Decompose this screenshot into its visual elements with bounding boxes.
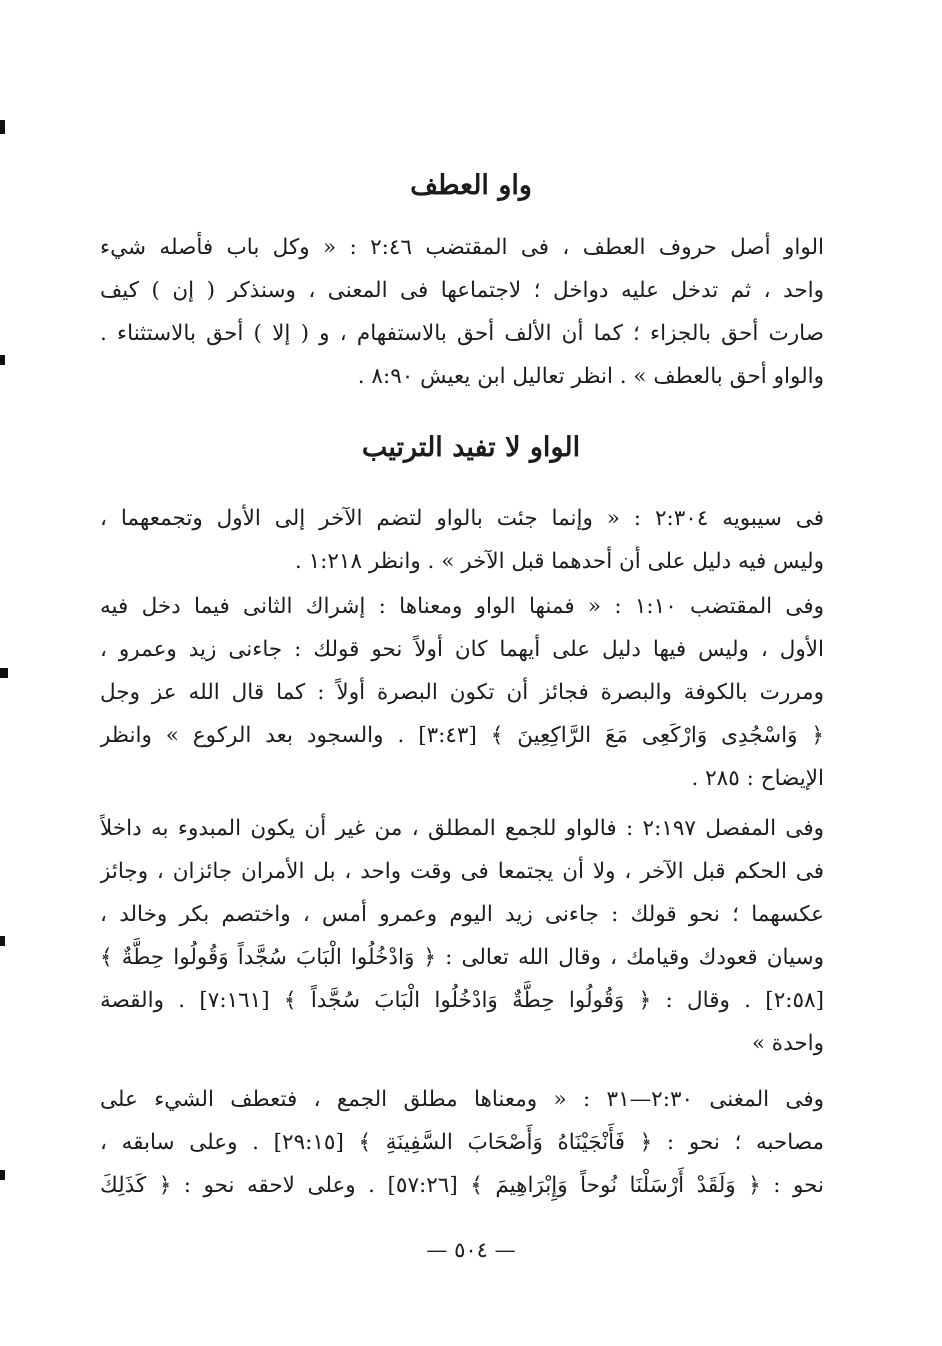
text-line: فى الحكم قبل الآخر ، ولا أن يجتمعا فى وقت واحد ، بل الأمران جائزان ، وجائز (100, 859, 824, 884)
scan-edge-mark (0, 668, 8, 678)
section-title: واو العطف (410, 170, 532, 201)
text-line: ومررت بالكوفة والبصرة فجائز أن تكون البصرة أولاً : كما قال الله عز وجل (100, 680, 824, 705)
scan-edge-mark (0, 120, 5, 134)
text-line: وليس فيه دليل على أن أحدهما قبل الآخر » . وانظر ١:٢١٨ . (294, 549, 824, 574)
page-number: — ٥٠٤ — (426, 1238, 516, 1262)
paragraph (100, 1078, 824, 1207)
paragraph (100, 226, 824, 398)
text-line: وسيان قعودك وقيامك ، وقال الله تعالى : ﴿ وَادْخُلُوا الْبَابَ سُجَّداً وَقُولُوا حِطَّةٌ ﴾ (100, 945, 824, 970)
text-line: نحو : ﴿ وَلَقَدْ أَرْسَلْنَا نُوحاً وَإِبْرَاهِيمَ ﴾ [٥٧:٢٦] . وعلى لاحقه نحو : ﴿ كَذَلِكَ (100, 1173, 824, 1198)
scan-edge-mark (0, 936, 5, 946)
text-line: الإيضاح : ٢٨٥ . (691, 766, 824, 791)
text-line: وفى المقتضب ١:١٠ : « فمنها الواو ومعناها : إشراك الثانى فيما دخل فيه (100, 594, 824, 619)
text-line: ﴿ وَاسْجُدِى وَارْكَعِى مَعَ الرَّاكِعِينَ ﴾ [٣:٤٣] . والسجود بعد الركوع » وانظر (100, 723, 824, 748)
text-line: مصاحبه ؛ نحو : ﴿ فَأَنْجَيْنَاهُ وَأَصْحَابَ السَّفِينَةِ ﴾ [٢٩:١٥] . وعلى سابقه ، (100, 1130, 824, 1155)
text-line: الواو أصل حروف العطف ، فى المقتضب ٢:٤٦ : « وكل باب فأصله شيء (100, 235, 824, 260)
text-line: وفى المغنى ٢:٣٠—٣١ : « ومعناها مطلق الجمع ، فتعطف الشيء على (100, 1087, 824, 1112)
text-line: الأول ، وليس فيها دليل على أيهما كان أولاً نحو قولك : جاءنى زيد وعمرو ، (100, 637, 824, 662)
text-line: وفى المفصل ٢:١٩٧ : فالواو للجمع المطلق ، من غير أن يكون المبدوء به داخلاً (100, 816, 824, 841)
scan-edge-mark (0, 355, 5, 365)
text-line: صارت أحق بالجزاء ؛ كما أن الألف أحق بالاستفهام ، و ( إلا ) أحق بالاستثناء . (100, 321, 824, 346)
paragraph (100, 585, 824, 800)
text-line: واحدة » (751, 1031, 824, 1056)
text-line: والواو أحق بالعطف » . انظر تعاليل ابن يعيش ٨:٩٠ . (357, 364, 824, 389)
paragraph (100, 807, 824, 1065)
text-line: واحد ، ثم تدخل عليه دواخل ؛ لاجتماعها فى المعنى ، وسنذكر ( إن ) كيف (100, 278, 824, 303)
section-title: الواو لا تفيد الترتيب (361, 432, 581, 463)
text-line: فى سيبويه ٢:٣٠٤ : « وإنما جئت بالواو لتضم الآخر إلى الأول وتجمعهما ، (100, 506, 824, 531)
paragraph (100, 497, 824, 583)
text-line: [٢:٥٨] . وقال : ﴿ وَقُولُوا حِطَّةٌ وَادْخُلُوا الْبَابَ سُجَّداً ﴾ [٧:١٦١] . والقصة (100, 988, 824, 1013)
scan-edge-mark (0, 1170, 5, 1180)
text-line: عكسهما ؛ نحو قولك : جاءنى زيد اليوم وعمرو أمس ، واختصم بكر وخالد ، (100, 902, 824, 927)
